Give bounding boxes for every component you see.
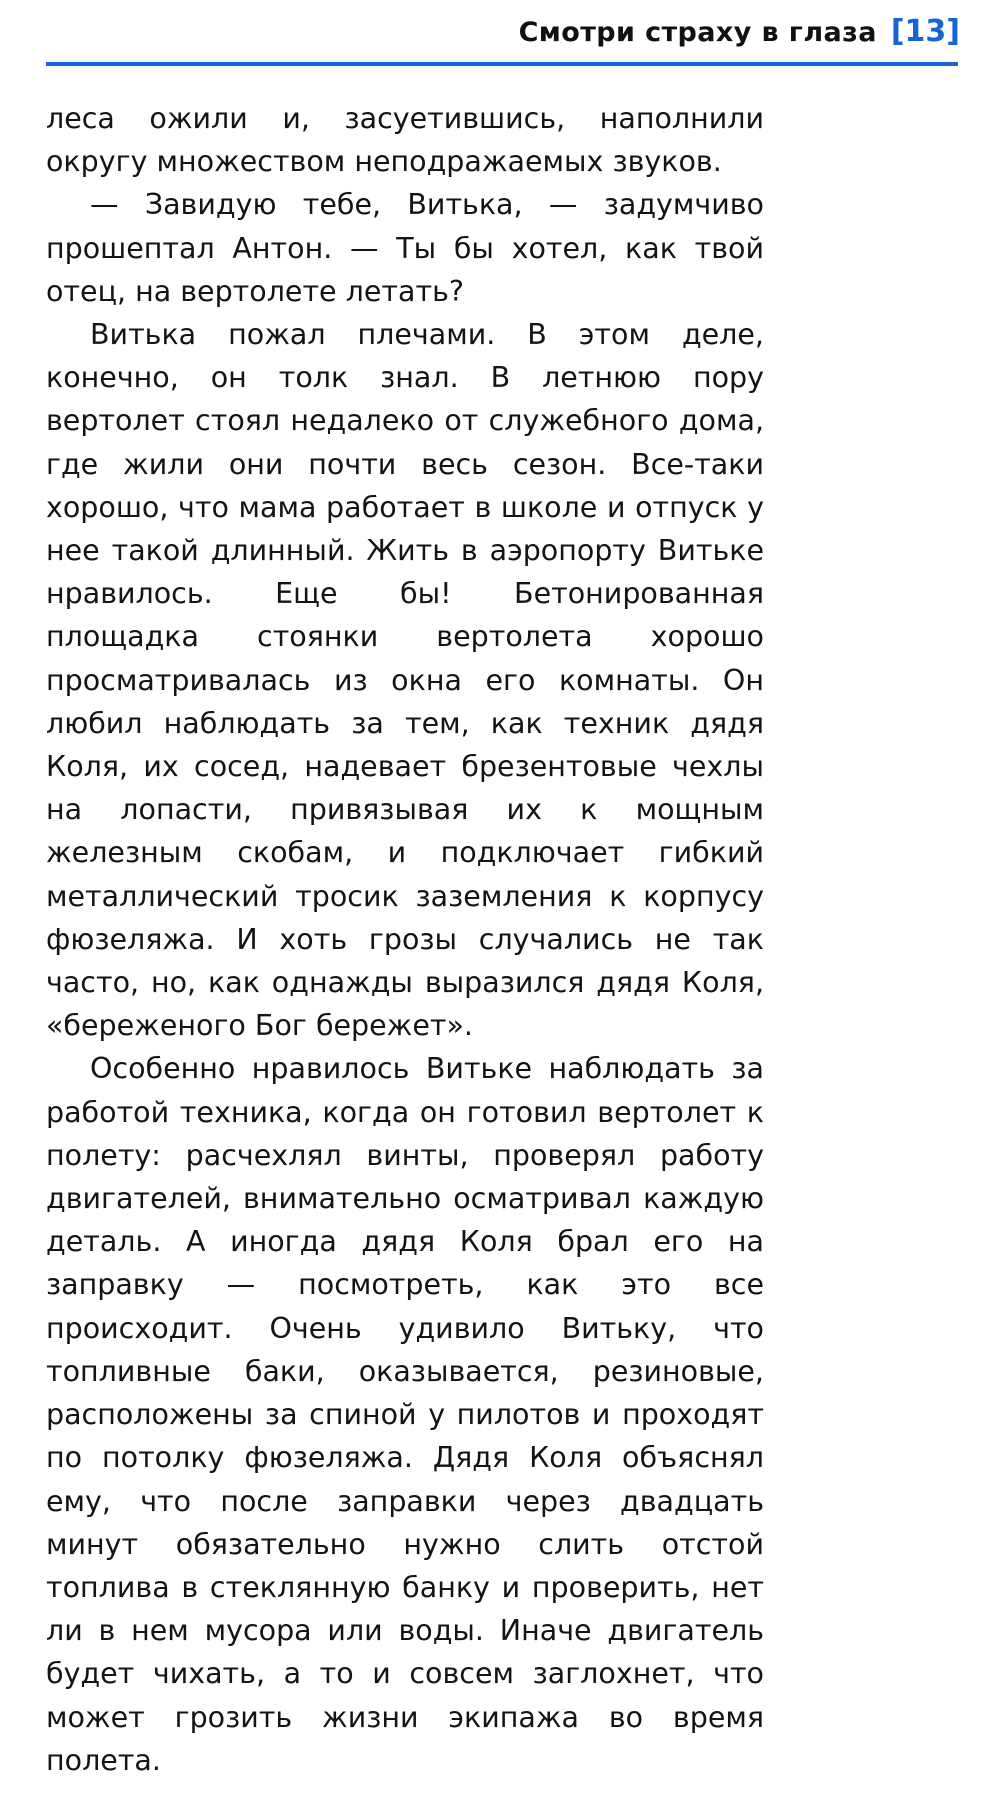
running-head-title: Смотри страху в глаза [518, 17, 877, 48]
running-head [48, 14, 960, 49]
paragraph: Особенно нравилось Витьке наблюдать за работой техника, когда он готовил вертолет к полету: расчехлял винты, проверял работу двигателей, внимательно осматривал каждую деталь. А иногда дядя Коля брал его на заправку — посмотреть, как это все происходит. Очень удивило Витьку, что топливные баки, оказывается, резиновые, расположены за спиной у пилотов и проходят по потолку фюзеляжа. Дядя Коля объяснял ему, что после заправки через двадцать минут обязательно нужно слить отстой топлива в стеклянную банку и проверить, нет ли в нем мусора или воды. Иначе двигатель будет чихать, а то и совсем заглохнет, что может грозить жизни экипажа во время полета. [46, 1052, 764, 1777]
page-body [46, 97, 764, 1782]
header-divider [46, 62, 958, 66]
paragraph: леса ожили и, засуетившись, наполнили округу множеством неподражаемых звуков. [46, 102, 764, 179]
page-number: [13] [890, 14, 960, 49]
paragraph: Витька пожал плечами. В этом деле, конечно, он толк знал. В летнюю пору вертолет стоял недалеко от служебного дома, где жили они почти весь сезон. Все-таки хорошо, что мама работает в школе и отпуск у нее такой длинный. Жить в аэропорту Витьке нравилось. Еще бы! Бетонированная площадка стоянки вертолета хорошо просматривалась из окна его комнаты. Он любил наблюдать за тем, как техник дядя Коля, их сосед, надевает брезентовые чехлы на лопасти, привязывая их к мощным железным скобам, и подключает гибкий металлический тросик заземления к корпусу фюзеляжа. И хоть грозы случались не так часто, но, как однажды выразился дядя Коля, «береженого Бог бережет». [46, 318, 764, 1043]
paragraph: — Завидую тебе, Витька, — задумчиво прошептал Антон. — Ты бы хотел, как твой отец, на вертолете летать? [46, 188, 764, 308]
